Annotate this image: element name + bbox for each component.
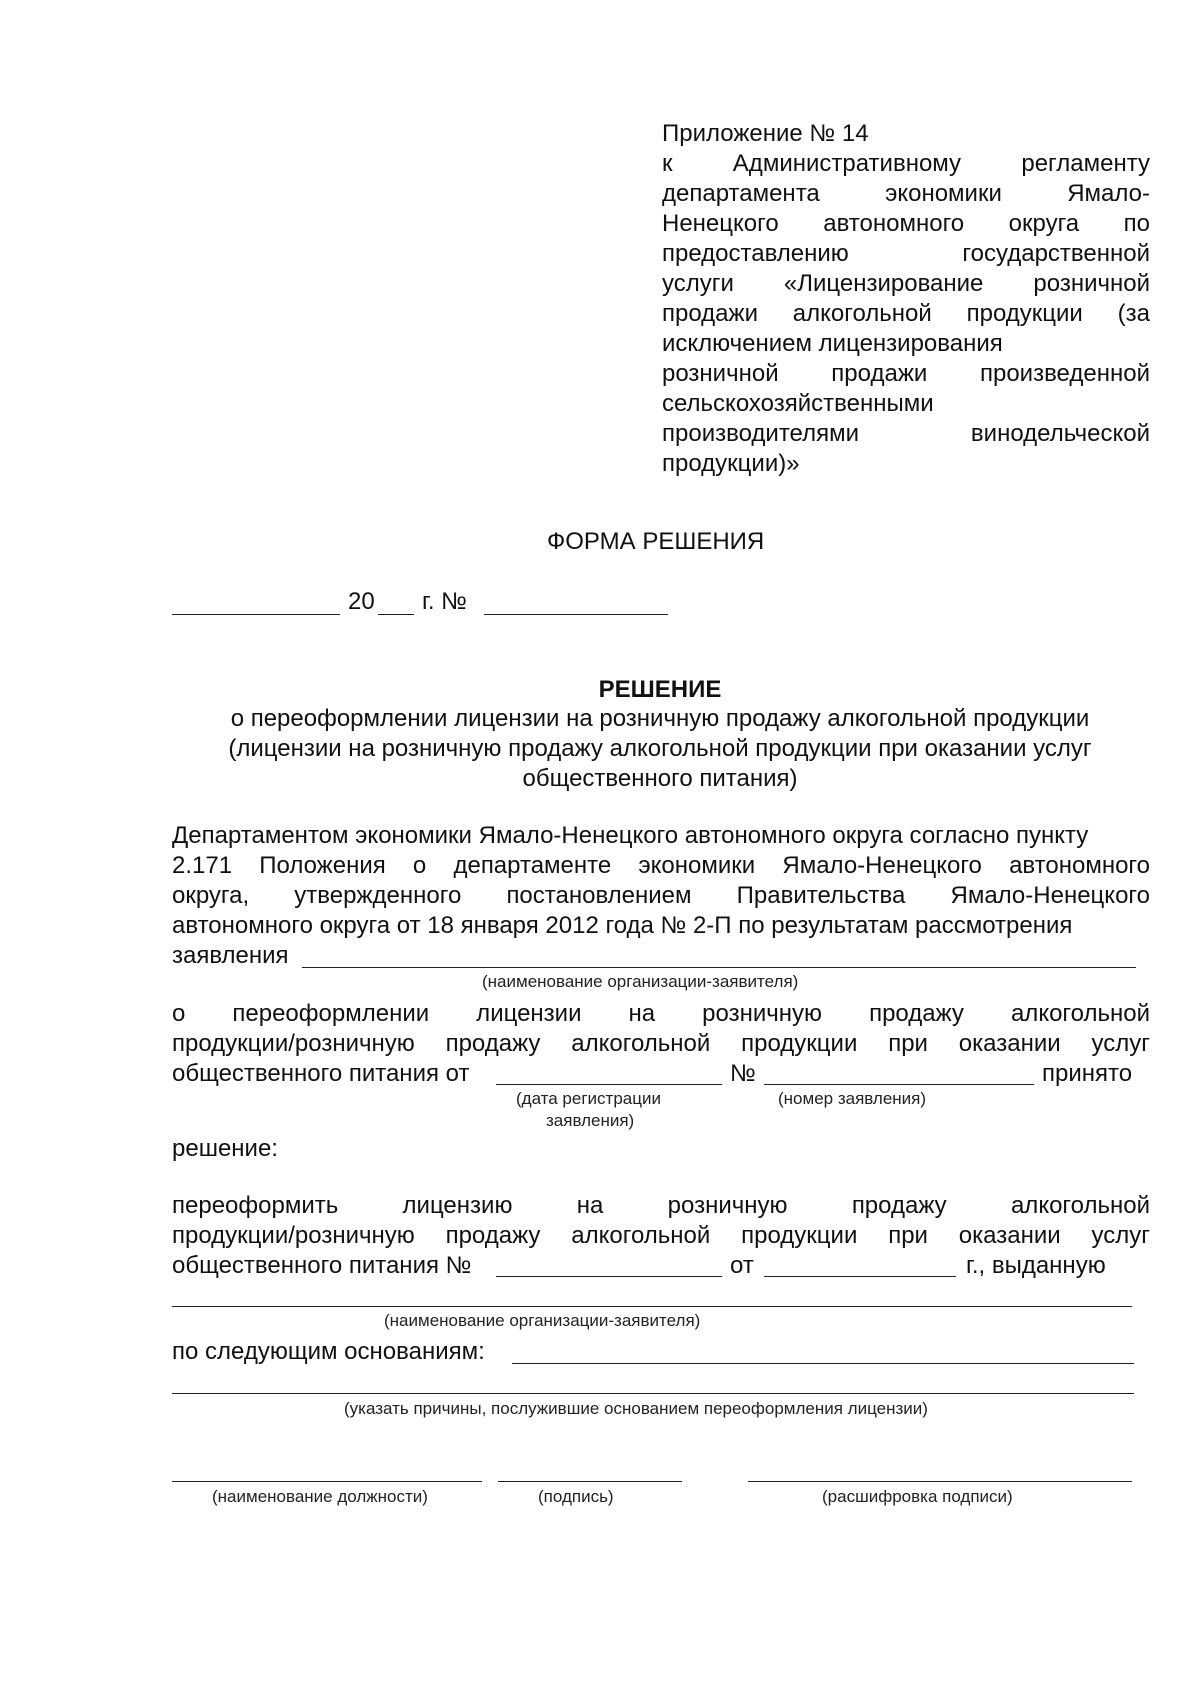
year-suffix: г. № [422, 588, 467, 615]
signature-decode-field-line[interactable] [748, 1481, 1132, 1482]
reg-date-caption: заявления) [546, 1111, 635, 1130]
appendix-line: исключением лицензирования [662, 330, 1003, 357]
appendix-line: продажи алкогольной продукции (за [662, 300, 1150, 327]
org-name-field-line-2[interactable] [172, 1306, 1132, 1307]
reg-date-field-line[interactable] [496, 1084, 722, 1085]
appendix-line: Приложение № 14 [662, 120, 869, 147]
decision-title: РЕШЕНИЕ [598, 676, 722, 703]
body-line-prefix: общественного питания № [172, 1252, 472, 1279]
appendix-line: Ненецкого автономного округа по [662, 210, 1150, 237]
appendix-line: розничной продажи произведенной [662, 360, 1150, 387]
license-number-field-line[interactable] [496, 1276, 722, 1277]
decision-subtitle-line: (лицензии на розничную продажу алкогольной продукции при оказании услуг [228, 735, 1092, 762]
body-line: переоформить лицензию на розничную продажу алкогольной [172, 1192, 1150, 1219]
body-line: о переоформлении лицензии на розничную продажу алкогольной [172, 1000, 1150, 1027]
app-number-field-line[interactable] [764, 1084, 1034, 1085]
body-line: округа, утвержденного постановлением Правительства Ямало-Ненецкого [172, 882, 1150, 909]
org-caption: (наименование организации-заявителя) [482, 972, 799, 991]
body-line: 2.171 Положения о департаменте экономики Ямало-Ненецкого автономного [172, 852, 1150, 879]
body-line: продукции/розничную продажу алкогольной продукции при оказании услуг [172, 1030, 1150, 1057]
body-line: продукции/розничную продажу алкогольной продукции при оказании услуг [172, 1222, 1150, 1249]
number-blank-line [484, 614, 668, 615]
year-prefix: 20 [348, 588, 375, 615]
signature-decode-caption: (расшифровка подписи) [822, 1487, 1013, 1506]
reasons-caption: (указать причины, послужившие основанием переоформления лицензии) [344, 1399, 928, 1418]
body-line: Департаментом экономики Ямало-Ненецкого автономного округа согласно пункту [172, 822, 1089, 849]
signature-field-line[interactable] [498, 1481, 682, 1482]
appendix-line: услуги «Лицензирование розничной [662, 270, 1150, 297]
appendix-line: продукции)» [662, 450, 800, 477]
decision-subtitle-line: общественного питания) [522, 765, 798, 792]
date-blank-line [172, 614, 340, 615]
appendix-line: производителями винодельческой [662, 420, 1150, 447]
body-line-prefix: общественного питания от [172, 1060, 470, 1087]
appendix-line: сельскохозяйственными [662, 390, 934, 417]
decision-word: решение: [172, 1135, 278, 1162]
signature-caption: (подпись) [538, 1487, 614, 1506]
app-number-caption: (номер заявления) [778, 1089, 927, 1108]
year-blank-line [378, 614, 414, 615]
appendix-line: департамента экономики Ямало- [662, 180, 1150, 207]
appendix-line: к Административному регламенту [662, 150, 1150, 177]
grounds-field-line-2[interactable] [172, 1393, 1134, 1394]
org-caption-2: (наименование организации-заявителя) [384, 1311, 701, 1330]
license-date-field-line[interactable] [764, 1276, 956, 1277]
grounds-field-line[interactable] [512, 1363, 1134, 1364]
org-name-field-line[interactable] [302, 967, 1136, 968]
from-word: от [730, 1252, 754, 1279]
body-line: автономного округа от 18 января 2012 года № 2-П по результатам рассмотрения [172, 912, 1073, 939]
decision-subtitle-line: о переоформлении лицензии на розничную продажу алкогольной продукции [230, 705, 1090, 732]
issued-word: г., выданную [966, 1252, 1106, 1279]
accepted-word: принято [1042, 1060, 1133, 1087]
reg-date-caption: (дата регистрации [516, 1089, 661, 1108]
number-sign: № [730, 1060, 756, 1087]
form-title: ФОРМА РЕШЕНИЯ [547, 528, 765, 555]
appendix-line: предоставлению государственной [662, 240, 1150, 267]
grounds-label: по следующим основаниям: [172, 1338, 485, 1365]
position-field-line[interactable] [172, 1481, 482, 1482]
position-caption: (наименование должности) [212, 1487, 428, 1506]
application-label: заявления [172, 942, 289, 969]
